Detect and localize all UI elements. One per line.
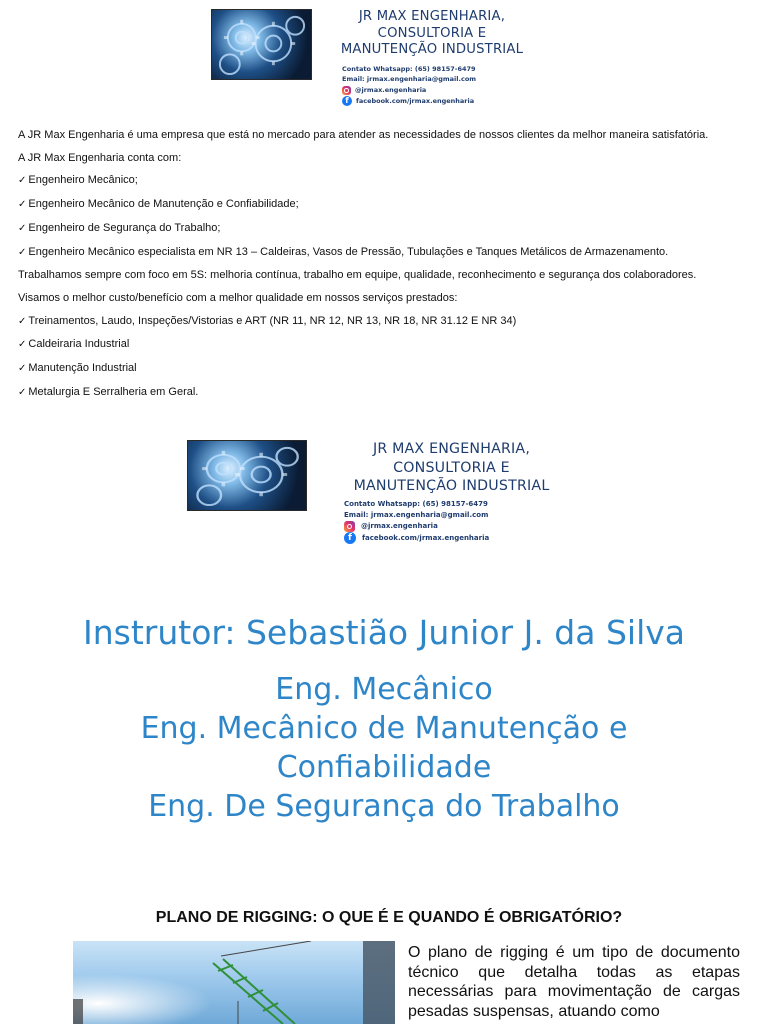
instructor-title-line: Eng. Mecânico de Manutenção e xyxy=(140,711,628,746)
whatsapp-contact: Contato Whatsapp: (65) 98157-6479 xyxy=(344,499,488,508)
facebook-icon: f xyxy=(342,96,352,106)
company-logo-header xyxy=(211,9,532,107)
team-list-item xyxy=(18,193,748,217)
check-icon: ✓ xyxy=(18,246,27,258)
service-list-item xyxy=(18,357,748,381)
service-list-item xyxy=(18,381,748,405)
instagram-contact xyxy=(344,521,574,532)
service-list-item xyxy=(18,333,748,357)
company-name-line: JR MAX ENGENHARIA, xyxy=(372,441,531,457)
check-icon: ✓ xyxy=(18,363,27,375)
instructor-title-line: Eng. De Segurança do Trabalho xyxy=(148,789,620,824)
team-list-text: Engenheiro Mecânico; xyxy=(28,174,138,187)
company-name-line: MANUTENÇÃO INDUSTRIAL xyxy=(340,42,524,57)
company-name-line: CONSULTORIA E xyxy=(377,25,487,41)
facebook-contact xyxy=(342,96,532,107)
facebook-contact xyxy=(344,532,574,544)
check-icon: ✓ xyxy=(18,339,27,351)
team-list-item xyxy=(18,217,748,241)
facebook-link: facebook.com/jrmax.engenharia xyxy=(362,533,490,542)
check-icon: ✓ xyxy=(18,315,27,327)
instagram-handle: @jrmax.engenharia xyxy=(355,86,427,95)
company-intro xyxy=(18,124,748,404)
service-list-item xyxy=(18,310,748,334)
instructor-title-line: Eng. Mecânico xyxy=(275,672,493,707)
team-list-text: Engenheiro de Segurança do Trabalho; xyxy=(28,221,221,234)
check-icon: ✓ xyxy=(18,222,27,234)
service-list-text: Metalurgia E Serralheria em Geral. xyxy=(28,385,199,398)
instructor-titles xyxy=(0,670,768,826)
gears-image xyxy=(211,9,312,80)
contact-info xyxy=(344,499,574,545)
check-icon: ✓ xyxy=(18,386,27,398)
instructor-name: Instrutor: Sebastião Junior J. da Silva xyxy=(83,613,685,652)
check-icon: ✓ xyxy=(18,199,27,211)
instagram-handle: @jrmax.engenharia xyxy=(361,522,438,531)
service-list-text: Treinamentos, Laudo, Inspeções/Vistorias e ART (NR 11, NR 12, NR 13, NR 18, NR 31.12 E NR 34) xyxy=(28,314,517,327)
instagram-contact xyxy=(342,85,532,96)
check-icon: ✓ xyxy=(18,175,27,187)
crane-photo xyxy=(73,941,395,1024)
company-name xyxy=(332,9,532,59)
service-list-text: Manutenção Industrial xyxy=(28,362,137,375)
email-contact: Email: jrmax.engenharia@gmail.com xyxy=(342,75,477,84)
company-name-line: MANUTENÇÃO INDUSTRIAL xyxy=(353,478,550,494)
gears-image xyxy=(187,440,307,511)
company-name xyxy=(329,440,574,496)
team-list-text: Engenheiro Mecânico especialista em NR 13 – Caldeiras, Vasos de Pressão, Tubulações e Tanques Metálicos de Armazenamento. xyxy=(28,245,669,258)
article-title: PLANO DE RIGGING: O QUE É E QUANDO É OBRIGATÓRIO? xyxy=(155,909,623,926)
whatsapp-contact: Contato Whatsapp: (65) 98157-6479 xyxy=(342,64,476,73)
instructor-section xyxy=(0,612,768,826)
company-name-line: CONSULTORIA E xyxy=(393,459,510,476)
intro-paragraph: Trabalhamos sempre com foco em 5S: melhoria contínua, trabalho em equipe, qualidade, reconhecimento e segurança dos colaboradores. xyxy=(18,269,697,282)
intro-paragraph: Visamos o melhor custo/benefício com a melhor qualidade em nossos serviços prestados: xyxy=(18,291,458,304)
team-list-item xyxy=(18,169,748,193)
facebook-link: facebook.com/jrmax.engenharia xyxy=(356,96,475,105)
company-logo-header xyxy=(187,440,574,544)
team-list-text: Engenheiro Mecânico de Manutenção e Confiabilidade; xyxy=(28,198,299,211)
facebook-icon: f xyxy=(344,532,356,544)
contact-info xyxy=(342,64,532,107)
company-name-line: JR MAX ENGENHARIA, xyxy=(358,9,506,24)
instagram-icon xyxy=(344,521,355,532)
team-list-item xyxy=(18,241,748,265)
instructor-title-line: Confiabilidade xyxy=(276,750,492,785)
instagram-icon xyxy=(342,86,351,95)
intro-paragraph: A JR Max Engenharia é uma empresa que está no mercado para atender as necessidades de nossos clientes da melhor maneira satisfatória. xyxy=(18,129,709,141)
intro-paragraph: A JR Max Engenharia conta com: xyxy=(18,151,182,164)
service-list-text: Caldeiraria Industrial xyxy=(28,338,130,351)
email-contact: Email: jrmax.engenharia@gmail.com xyxy=(344,510,489,519)
article-body: O plano de rigging é um tipo de documento técnico que detalha todas as etapas necessárias para movimentação de cargas pesadas suspensas, atuando como xyxy=(408,944,740,1020)
